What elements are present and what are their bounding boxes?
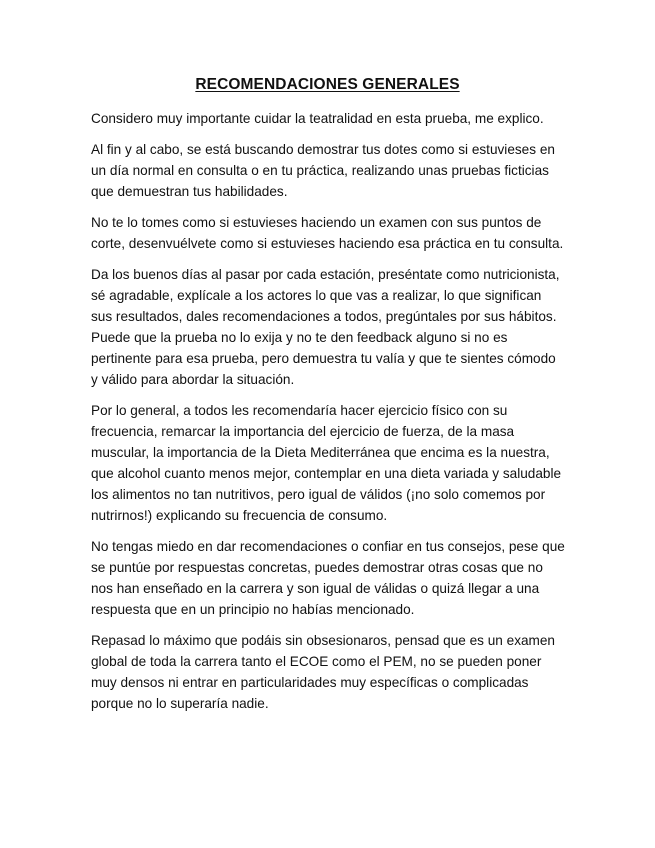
paragraph-2: Al fin y al cabo, se está buscando demostrar tus dotes como si estuvieses en un día normal en consulta o en tu práctica, realizando unas pruebas ficticias que demuestran tus habilidades.: [91, 142, 555, 199]
document-body: [91, 108, 566, 724]
paragraph-4: Da los buenos días al pasar por cada estación, preséntate como nutricionista, sé agradable, explícale a los actores lo que vas a realizar, lo que significan sus resultados, dales recomendaciones a todos, pregúntales por sus hábitos. Puede que la prueba no lo exija y no te den feedback alguno si no es pertinente para esa prueba, pero demuestra tu valía y que te sientes cómodo y válido para abordar la situación.: [91, 267, 560, 387]
paragraph-5: Por lo general, a todos les recomendaría hacer ejercicio físico con su frecuencia, remarcar la importancia del ejercicio de fuerza, de la masa muscular, la importancia de la Dieta Mediterránea que encima es la nuestra, que alcohol cuanto menos mejor, contemplar en una dieta variada y saludable los alimentos no tan nutritivos, pero igual de válidos (¡no solo comemos por nutrirnos!) explicando su frecuencia de consumo.: [91, 403, 562, 523]
paragraph-6: No tengas miedo en dar recomendaciones o confiar en tus consejos, pese que se puntúe por respuestas concretas, puedes demostrar otras cosas que no nos han enseñado en la carrera y son igual de válidas o quizá llegar a una respuesta que en un principio no habías mencionado.: [91, 539, 565, 617]
paragraph-3: No te lo tomes como si estuvieses haciendo un examen con sus puntos de corte, desenvuélvete como si estuvieses haciendo esa práctica en tu consulta.: [91, 215, 564, 251]
paragraph-1: Considero muy importante cuidar la teatralidad en esta prueba, me explico.: [91, 111, 544, 126]
document-title: RECOMENDACIONES GENERALES: [195, 76, 460, 93]
paragraph-7: Repasad lo máximo que podáis sin obsesionaros, pensad que es un examen global de toda la carrera tanto el ECOE como el PEM, no se pueden poner muy densos ni entrar en particularidades muy específicas o complicadas porque no lo superaría nadie.: [91, 633, 555, 711]
